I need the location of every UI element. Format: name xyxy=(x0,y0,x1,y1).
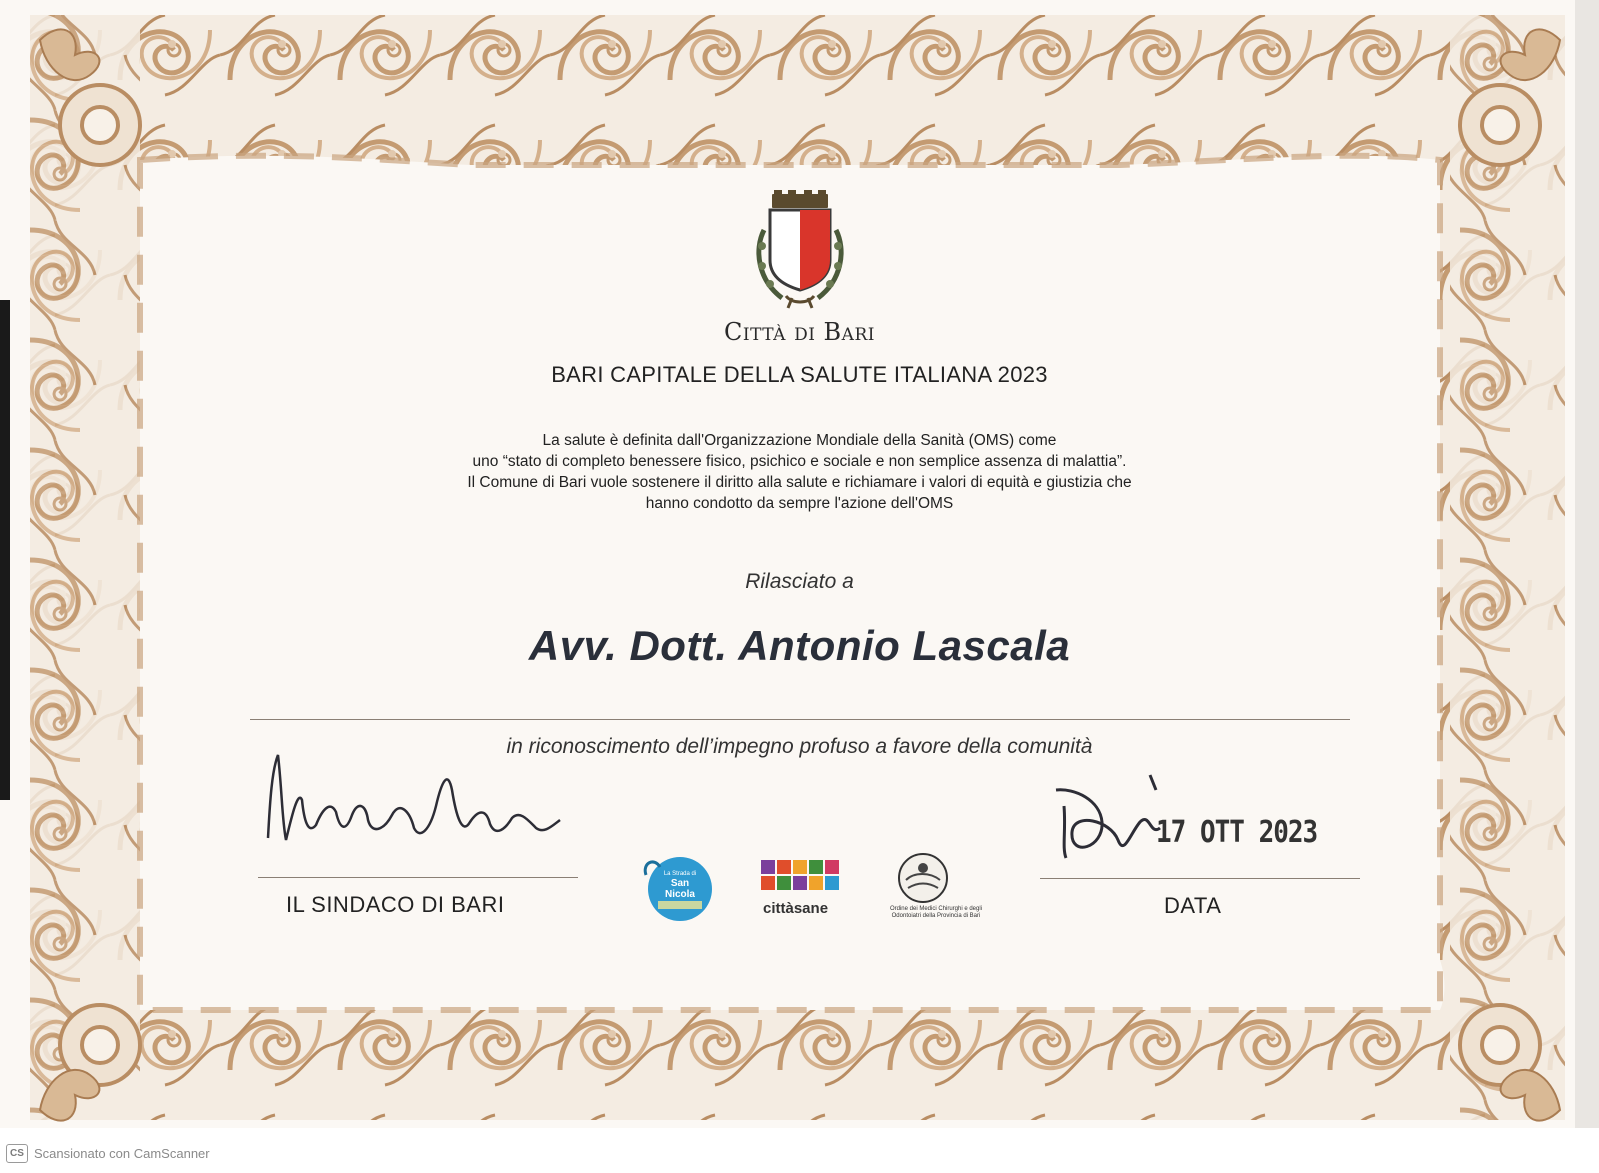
intro-line: hanno condotto da sempre l'azione dell'OMS xyxy=(645,495,954,512)
intro-line: uno “stato di completo benessere fisico, psichico e sociale e non semplice assenza di malattia”. xyxy=(472,453,1127,470)
camscanner-footer xyxy=(6,1141,210,1165)
san-nicola-logo xyxy=(640,853,718,923)
city-name: Città di Bari xyxy=(724,318,875,346)
issued-to-label: Rilasciato a xyxy=(745,570,854,593)
ordine-medici-caption: Ordine dei Medici Chirurghi e degli Odontoiatri della Provincia di Bari xyxy=(889,906,983,919)
svg-text:Nicola: Nicola xyxy=(664,889,696,900)
svg-text:San: San xyxy=(670,878,690,889)
svg-text:La Strada di: La Strada di xyxy=(663,871,697,877)
recipient-name: Avv. Dott. Antonio Lascala xyxy=(528,622,1071,669)
intro-line: La salute è definita dall'Organizzazione Mondiale della Sanità (OMS) come xyxy=(542,432,1057,449)
mayor-signature-line xyxy=(258,877,578,878)
mayor-label: IL SINDACO DI BARI xyxy=(286,892,505,917)
date-stamp: 17 OTT 2023 xyxy=(1156,815,1318,851)
date-signature xyxy=(1056,775,1160,858)
camscanner-icon: CS xyxy=(6,1144,28,1163)
date-label: DATA xyxy=(1164,893,1222,918)
intro-line: Il Comune di Bari vuole sostenere il diritto alla salute e richiamare i valori di equità e giustizia che xyxy=(467,474,1132,491)
camscanner-text: Scansionato con CamScanner xyxy=(34,1145,210,1161)
citta-sane-wordmark: cittàsane xyxy=(763,900,829,917)
date-signature-line xyxy=(1040,878,1360,879)
event-title: BARI CAPITALE DELLA SALUTE ITALIANA 2023 xyxy=(551,362,1048,387)
recognition-text: in riconoscimento dell’impegno profuso a favore della comunità xyxy=(506,735,1093,758)
mayor-signature xyxy=(268,755,560,840)
